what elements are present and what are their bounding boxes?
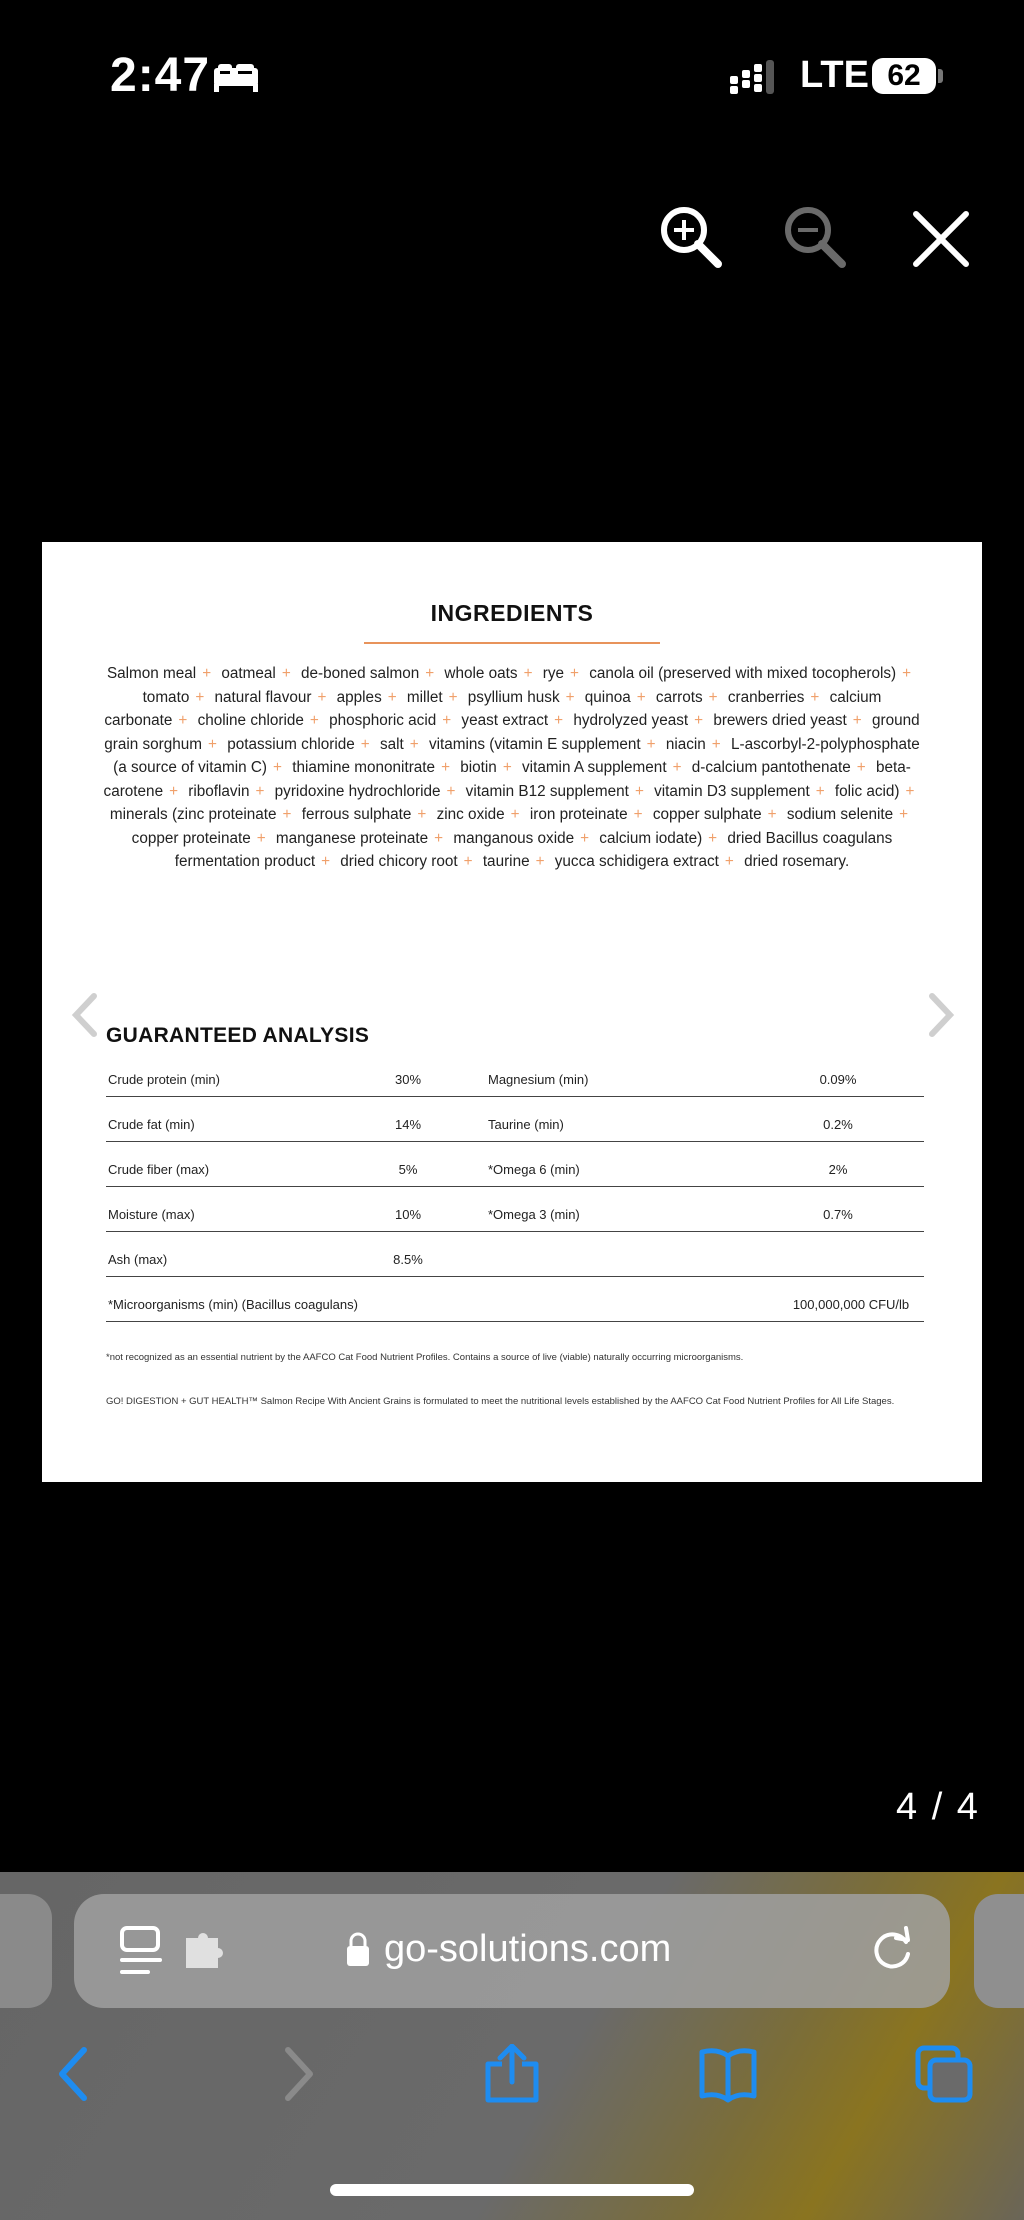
nutrient-name: Taurine (min) bbox=[488, 1117, 564, 1132]
ingredient-item: whole oats bbox=[444, 665, 518, 682]
plus-separator: + bbox=[321, 853, 331, 870]
plus-separator: + bbox=[708, 688, 718, 706]
table-row bbox=[106, 1097, 924, 1142]
analysis-table bbox=[106, 1052, 924, 1322]
nutrient-value: 0.7% bbox=[823, 1207, 853, 1222]
plus-separator: + bbox=[905, 782, 915, 800]
plus-separator: + bbox=[178, 712, 188, 729]
analysis-heading: GUARANTEED ANALYSIS bbox=[106, 1024, 370, 1047]
next-tab-preview[interactable] bbox=[974, 1894, 1024, 2008]
ingredient-item: oatmeal bbox=[221, 665, 276, 682]
plus-separator: + bbox=[580, 829, 590, 847]
plus-separator: + bbox=[273, 759, 282, 776]
next-page-arrow-icon[interactable] bbox=[920, 992, 960, 1038]
plus-separator: + bbox=[317, 688, 327, 706]
ingredient-item: tomato bbox=[142, 688, 190, 706]
ingredient-item: millet bbox=[406, 688, 443, 706]
ingredient-item: quinoa bbox=[584, 688, 631, 706]
page-counter: 4 / 4 bbox=[896, 1786, 980, 1828]
url-text[interactable]: go-solutions.com bbox=[384, 1928, 672, 1970]
plus-separator: + bbox=[309, 712, 319, 729]
plus-separator: + bbox=[535, 853, 545, 870]
nutrient-name: Magnesium (min) bbox=[488, 1072, 589, 1087]
plus-separator: + bbox=[724, 853, 734, 870]
ingredient-item: canola oil (preserved with mixed tocopherols) bbox=[589, 665, 897, 682]
ingredient-item: minerals (zinc proteinate bbox=[109, 806, 277, 823]
plus-separator: + bbox=[694, 712, 704, 729]
ingredient-item: natural flavour bbox=[214, 688, 312, 706]
ingredient-item: potassium chloride bbox=[227, 735, 355, 753]
nutrient-value: 10% bbox=[394, 1207, 422, 1222]
plus-separator: + bbox=[856, 759, 866, 776]
table-row bbox=[106, 1187, 924, 1232]
ingredient-item: psyllium husk bbox=[467, 688, 560, 706]
plus-separator: + bbox=[202, 665, 212, 682]
lock-icon bbox=[346, 1932, 370, 1968]
ingredient-item: rye bbox=[542, 665, 564, 682]
plus-separator: + bbox=[510, 806, 520, 823]
plus-separator: + bbox=[255, 782, 265, 800]
plus-separator: + bbox=[441, 759, 450, 776]
plus-separator: + bbox=[387, 688, 397, 706]
reload-icon[interactable] bbox=[866, 1924, 918, 1976]
page-menu-icon[interactable] bbox=[118, 1926, 164, 1976]
nutrient-value: 0.09% bbox=[819, 1072, 857, 1087]
plus-separator: + bbox=[636, 688, 646, 706]
plus-separator: + bbox=[360, 735, 370, 753]
nutrient-value: 30% bbox=[394, 1072, 422, 1087]
ingredient-item: iron proteinate bbox=[529, 806, 628, 823]
ingredient-item: taurine bbox=[482, 853, 530, 870]
ingredient-item: copper proteinate bbox=[131, 829, 251, 847]
plus-separator: + bbox=[434, 829, 444, 847]
plus-separator: + bbox=[463, 853, 473, 870]
plus-separator: + bbox=[442, 712, 452, 729]
plus-separator: + bbox=[446, 782, 456, 800]
plus-separator: + bbox=[281, 665, 291, 682]
ingredient-item: beta-carotene bbox=[103, 759, 911, 800]
plus-separator: + bbox=[565, 688, 575, 706]
plus-separator: + bbox=[417, 806, 427, 823]
status-time: 2:47 bbox=[110, 49, 211, 102]
ingredient-item: carrots bbox=[655, 688, 703, 706]
ingredient-item: manganous oxide bbox=[453, 829, 575, 847]
plus-separator: + bbox=[672, 759, 682, 776]
nutrient-name: Crude protein (min) bbox=[108, 1072, 220, 1087]
ingredient-item: riboflavin bbox=[188, 782, 250, 800]
plus-separator: + bbox=[409, 735, 419, 753]
aafco-statement: GO! DIGESTION + GUT HEALTH™ Salmon Recipe With Ancient Grains is formulated to meet the nutritional levels established by the AAFCO Cat Food Nutrient Profiles for All Life Stages. bbox=[106, 1396, 895, 1407]
ingredient-item: yucca schidigera extract bbox=[554, 853, 719, 870]
nutrient-name: Crude fiber (max) bbox=[108, 1162, 210, 1177]
ingredients-list bbox=[100, 662, 924, 874]
ingredient-item: cranberries bbox=[727, 688, 805, 706]
ingredients-divider bbox=[364, 642, 660, 644]
plus-separator: + bbox=[815, 782, 825, 800]
ingredient-item: vitamins (vitamin E supplement bbox=[428, 735, 641, 753]
plus-separator: + bbox=[448, 688, 458, 706]
forward-icon[interactable] bbox=[266, 2044, 326, 2104]
back-icon[interactable] bbox=[46, 2044, 106, 2104]
nutrient-name: Moisture (max) bbox=[108, 1207, 195, 1222]
ingredient-item: hydrolyzed yeast bbox=[573, 712, 689, 729]
plus-separator: + bbox=[708, 829, 718, 847]
network-type: LTE bbox=[800, 54, 869, 96]
ingredient-item: dried chicory root bbox=[340, 853, 458, 870]
ingredient-item: Salmon meal bbox=[106, 665, 197, 682]
ingredient-item: vitamin A supplement bbox=[522, 759, 667, 776]
previous-page-arrow-icon[interactable] bbox=[66, 992, 106, 1038]
nutrient-value: 0.2% bbox=[823, 1117, 853, 1132]
ingredient-item: dried rosemary. bbox=[744, 853, 850, 870]
share-icon[interactable] bbox=[482, 2044, 542, 2104]
table-row bbox=[106, 1277, 924, 1322]
ingredient-item: L-ascorbyl-2-polyphosphate (a source of vitamin C) bbox=[113, 735, 920, 776]
nutrient-value: 100,000,000 CFU/lb bbox=[792, 1297, 910, 1312]
plus-separator: + bbox=[646, 735, 656, 753]
ingredient-item: vitamin D3 supplement bbox=[654, 782, 810, 800]
ingredient-item: thiamine mononitrate bbox=[292, 759, 436, 776]
footnote: *not recognized as an essential nutrient by the AAFCO Cat Food Nutrient Profiles. Contains a source of live (viable) naturally occurring microorganisms. bbox=[106, 1352, 744, 1363]
plus-separator: + bbox=[852, 712, 862, 729]
ingredient-item: de-boned salmon bbox=[301, 665, 420, 682]
plus-separator: + bbox=[554, 712, 564, 729]
plus-separator: + bbox=[711, 735, 721, 753]
tabs-icon[interactable] bbox=[914, 2044, 974, 2104]
ingredient-item: biotin bbox=[460, 759, 497, 776]
ingredient-item: calcium iodate) bbox=[599, 829, 703, 847]
ingredient-item: sodium selenite bbox=[786, 806, 894, 823]
nutrient-name: Ash (max) bbox=[108, 1252, 168, 1267]
ingredient-item: calcium carbonate bbox=[104, 688, 882, 729]
plus-separator: + bbox=[902, 665, 912, 682]
battery-tip bbox=[938, 69, 943, 83]
plus-separator: + bbox=[282, 806, 292, 823]
ingredient-item: copper sulphate bbox=[652, 806, 762, 823]
battery-indicator: 62 bbox=[872, 58, 936, 94]
extension-puzzle-icon[interactable] bbox=[184, 1932, 230, 1968]
ingredient-item: folic acid) bbox=[834, 782, 900, 800]
plus-separator: + bbox=[810, 688, 820, 706]
ingredient-item: phosphoric acid bbox=[329, 712, 437, 729]
ingredient-item: choline chloride bbox=[197, 712, 304, 729]
ingredient-item: zinc oxide bbox=[436, 806, 505, 823]
nutrient-name: *Microorganisms (min) (Bacillus coagulans) bbox=[108, 1297, 358, 1312]
plus-separator: + bbox=[767, 806, 777, 823]
ingredient-item: brewers dried yeast bbox=[713, 712, 847, 729]
nutrient-value: 8.5% bbox=[393, 1252, 423, 1267]
ingredient-item: dried Bacillus coagulans fermentation product bbox=[174, 829, 893, 870]
zoom-in-icon[interactable] bbox=[656, 202, 726, 272]
plus-separator: + bbox=[208, 735, 217, 753]
table-row bbox=[106, 1232, 924, 1277]
nutrient-name: Crude fat (min) bbox=[108, 1117, 195, 1132]
nutrient-name: *Omega 3 (min) bbox=[488, 1207, 580, 1222]
table-row bbox=[106, 1142, 924, 1187]
nutrient-name: *Omega 6 (min) bbox=[488, 1162, 580, 1177]
nutrient-value: 2% bbox=[828, 1162, 848, 1177]
plus-separator: + bbox=[425, 665, 435, 682]
ingredient-item: apples bbox=[336, 688, 382, 706]
ingredient-item: d-calcium pantothenate bbox=[691, 759, 851, 776]
plus-separator: + bbox=[256, 829, 266, 847]
ingredient-item: vitamin B12 supplement bbox=[465, 782, 629, 800]
plus-separator: + bbox=[570, 665, 579, 682]
plus-separator: + bbox=[523, 665, 533, 682]
sleep-focus-icon bbox=[212, 60, 260, 94]
plus-separator: + bbox=[633, 806, 643, 823]
ingredient-item: niacin bbox=[665, 735, 706, 753]
plus-separator: + bbox=[502, 759, 512, 776]
ingredient-item: yeast extract bbox=[461, 712, 549, 729]
zoom-out-icon[interactable] bbox=[780, 202, 850, 272]
document-page bbox=[42, 542, 982, 1482]
nutrient-value: 5% bbox=[398, 1162, 418, 1177]
table-row bbox=[106, 1052, 924, 1097]
plus-separator: + bbox=[169, 782, 179, 800]
plus-separator: + bbox=[634, 782, 644, 800]
home-indicator bbox=[330, 2184, 694, 2196]
ingredient-item: ground grain sorghum bbox=[104, 712, 920, 753]
nutrient-value: 14% bbox=[394, 1117, 422, 1132]
ingredient-item: salt bbox=[379, 735, 404, 753]
plus-separator: + bbox=[195, 688, 205, 706]
ingredient-item: ferrous sulphate bbox=[301, 806, 412, 823]
bookmarks-icon[interactable] bbox=[698, 2044, 758, 2104]
previous-tab-preview[interactable] bbox=[0, 1894, 52, 2008]
ingredients-heading: INGREDIENTS bbox=[430, 600, 594, 626]
ingredient-item: pyridoxine hydrochloride bbox=[274, 782, 441, 800]
plus-separator: + bbox=[899, 806, 909, 823]
close-icon[interactable] bbox=[906, 204, 976, 274]
ingredient-item: manganese proteinate bbox=[275, 829, 429, 847]
cellular-signal-icon bbox=[728, 60, 780, 94]
